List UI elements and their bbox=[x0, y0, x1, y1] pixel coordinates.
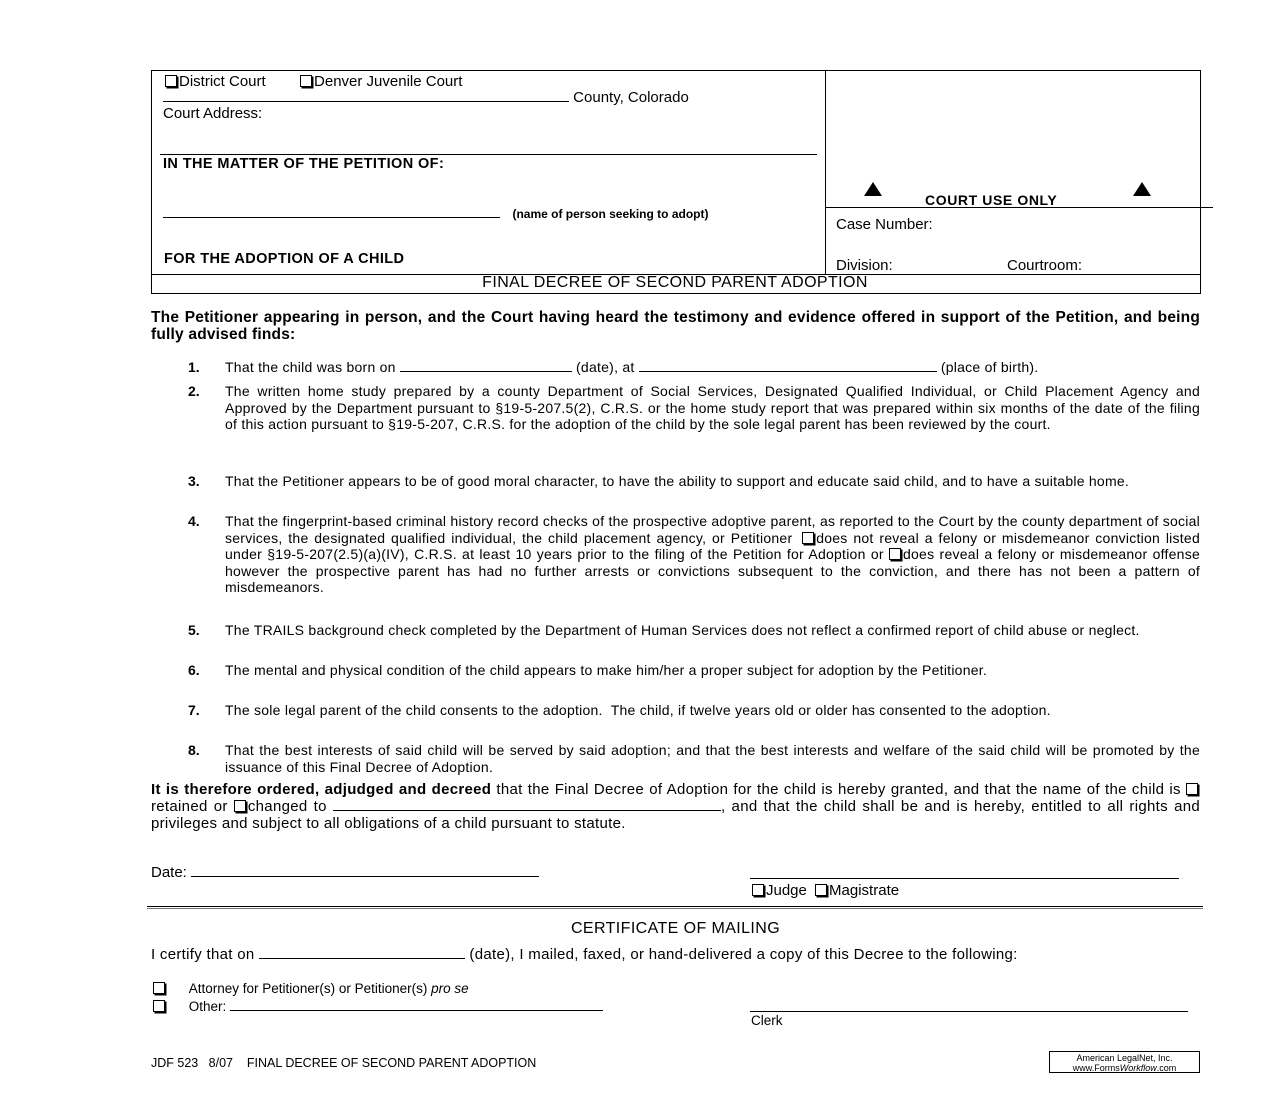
finding-5 bbox=[188, 622, 1200, 639]
certificate-text-b: (date), I mailed, faxed, or hand-delivered a copy of this Decree to the following: bbox=[469, 946, 1018, 963]
publisher-url-part: .com bbox=[1156, 1063, 1177, 1073]
decree-date-field[interactable] bbox=[191, 864, 539, 877]
finding-1-text-b: (date), at bbox=[576, 359, 635, 375]
certificate-text-a: I certify that on bbox=[151, 946, 255, 963]
other-checkbox[interactable] bbox=[153, 1000, 165, 1012]
publisher-url bbox=[1050, 1063, 1199, 1073]
does-not-reveal-checkbox[interactable] bbox=[802, 532, 814, 544]
publisher-url-part: Workflow bbox=[1119, 1063, 1157, 1073]
finding-6 bbox=[188, 662, 1200, 679]
finding-number: 3. bbox=[188, 473, 200, 489]
mailing-date-field[interactable] bbox=[259, 946, 465, 959]
certificate-heading: CERTIFICATE OF MAILING bbox=[570, 920, 781, 937]
finding-1-text-a: That the child was born on bbox=[225, 359, 396, 375]
intro-paragraph: The Petitioner appearing in person, and the Court having heard the testimony and evidence offered in support of the Petition, and being fully advised finds: bbox=[151, 309, 1200, 343]
judge-checkbox[interactable] bbox=[752, 884, 764, 896]
order-text-b: that the child shall be and is hereby, entitled to all rights and privileges and subject to all obligations of a child pursuant to statute. bbox=[151, 798, 1200, 832]
denver-juvenile-court-checkbox[interactable] bbox=[300, 75, 312, 87]
birth-place-field[interactable] bbox=[639, 359, 937, 372]
finding-1 bbox=[188, 359, 1200, 376]
attorney-label: Attorney for Petitioner(s) or Petitioner(s) bbox=[188, 981, 428, 996]
judge-label: Judge bbox=[766, 882, 807, 899]
certificate-text bbox=[151, 946, 1200, 964]
order-paragraph bbox=[151, 781, 1200, 832]
changed-label: changed to bbox=[247, 798, 327, 815]
division-label: Division: bbox=[836, 257, 893, 274]
clerk-label: Clerk bbox=[751, 1013, 783, 1028]
finding-4-text-c: does reveal a felony or misdemeanor offense however the prospective parent has had no further arrests or convictions subsequent to the conviction, and there has not been a pattern of misdemeanors. bbox=[225, 546, 1201, 595]
name-changed-checkbox[interactable] bbox=[234, 800, 246, 812]
court-use-only-label: COURT USE ONLY bbox=[925, 192, 1058, 208]
finding-1-text-c: (place of birth). bbox=[940, 359, 1039, 375]
attorney-checkbox[interactable] bbox=[153, 982, 165, 994]
county-field[interactable] bbox=[163, 89, 569, 102]
section-divider bbox=[147, 906, 1203, 909]
finding-6-text: The mental and physical condition of the child appears to make him/her a proper subject for adoption by the Petitioner. bbox=[225, 662, 988, 678]
finding-4 bbox=[188, 513, 1200, 596]
case-number-label: Case Number: bbox=[836, 216, 933, 233]
pro-se-label: pro se bbox=[431, 981, 469, 996]
publisher-logo bbox=[1049, 1051, 1200, 1073]
adoption-heading: FOR THE ADOPTION OF A CHILD bbox=[164, 251, 405, 267]
finding-8 bbox=[188, 742, 1200, 775]
publisher-url-part: www.Forms bbox=[1072, 1063, 1120, 1073]
petitioner-name-field[interactable] bbox=[163, 205, 500, 218]
finding-7-text: The sole legal parent of the child consents to the adoption. The child, if twelve years old or older has consented to the adoption. bbox=[225, 702, 1051, 718]
up-triangle-icon bbox=[864, 182, 882, 196]
petitioner-note: (name of person seeking to adopt) bbox=[512, 207, 709, 221]
attorney-row bbox=[153, 981, 469, 996]
finding-3-text: That the Petitioner appears to be of good moral character, to have the ability to support and educate said child, and to have a suitable home. bbox=[225, 473, 1130, 489]
judge-options bbox=[752, 882, 899, 899]
court-address-underline bbox=[160, 154, 817, 155]
order-lead: It is therefore ordered, adjudged and decreed bbox=[151, 781, 492, 798]
date-label: Date: bbox=[151, 864, 187, 881]
document-title: FINAL DECREE OF SECOND PARENT ADOPTION bbox=[482, 274, 868, 291]
finding-number: 4. bbox=[188, 513, 200, 529]
finding-8-text: That the best interests of said child will be served by said adoption; and that the best interests and welfare of the said child will be promoted by the issuance of this Final Decree of Adoption. bbox=[225, 742, 1200, 775]
finding-number: 8. bbox=[188, 742, 200, 758]
county-suffix: County, Colorado bbox=[573, 89, 689, 106]
finding-number: 6. bbox=[188, 662, 200, 678]
order-text-a: that the Final Decree of Adoption for the child is hereby granted, and that the name of the child is bbox=[496, 781, 1181, 798]
magistrate-label: Magistrate bbox=[829, 882, 900, 899]
finding-2-text: The written home study prepared by a county Department of Social Services, Designated Qualified Individual, or Child Placement Agency and Approved by the Department pursuant to §19-5-207.5(2), C.R.S. or the home study report that was prepared within six months of the date of the filing of this action pursuant to §19-5-207, C.R.S. for the adoption of the child by the sole legal parent has been reviewed by the court. bbox=[225, 383, 1200, 432]
caption-divider bbox=[825, 70, 826, 274]
finding-number: 2. bbox=[188, 383, 200, 399]
other-label: Other: bbox=[188, 999, 227, 1014]
clerk-signature-line[interactable] bbox=[750, 1011, 1188, 1012]
district-court-checkbox[interactable] bbox=[165, 75, 177, 87]
finding-number: 5. bbox=[188, 622, 200, 638]
form-id: JDF 523 8/07 FINAL DECREE OF SECOND PARENT ADOPTION bbox=[151, 1056, 537, 1070]
other-row bbox=[153, 998, 603, 1014]
up-triangle-icon bbox=[1133, 182, 1151, 196]
court-address-label: Court Address: bbox=[163, 105, 263, 122]
finding-4-text-a: That the fingerprint-based criminal history record checks of the prospective adoptive parent, as reported to the Court by the county department of social services, the designated qualified individual, the child placement agency, or Petitioner bbox=[225, 513, 1200, 546]
finding-4-text-b: does not reveal a felony or misdemeanor conviction listed under §19-5-207(2.5)(a)(IV), C.R.S. at least 10 years prior to the filing of the Petition for Adoption or bbox=[225, 529, 1201, 562]
date-row bbox=[151, 864, 539, 881]
finding-number: 7. bbox=[188, 702, 200, 718]
courtroom-label: Courtroom: bbox=[1007, 257, 1083, 274]
finding-5-text: The TRAILS background check completed by the Department of Human Services does not reflect a confirmed report of child abuse or neglect. bbox=[225, 622, 1140, 638]
other-field[interactable] bbox=[230, 998, 603, 1011]
finding-number: 1. bbox=[188, 359, 200, 375]
retained-label: retained or bbox=[151, 798, 228, 815]
denver-juvenile-court-label: Denver Juvenile Court bbox=[314, 73, 463, 90]
does-reveal-checkbox[interactable] bbox=[889, 548, 901, 560]
county-row bbox=[163, 89, 689, 106]
publisher-name: American LegalNet, Inc. bbox=[1076, 1053, 1173, 1063]
court-type-row bbox=[165, 73, 462, 90]
petitioner-row bbox=[163, 205, 708, 223]
magistrate-checkbox[interactable] bbox=[815, 884, 827, 896]
finding-2 bbox=[188, 383, 1200, 433]
district-court-label: District Court bbox=[179, 73, 266, 90]
matter-heading: IN THE MATTER OF THE PETITION OF: bbox=[163, 156, 445, 172]
finding-3 bbox=[188, 473, 1200, 490]
finding-7 bbox=[188, 702, 1200, 719]
new-name-field[interactable] bbox=[333, 798, 721, 811]
birth-date-field[interactable] bbox=[400, 359, 572, 372]
order-and: , and bbox=[720, 798, 758, 815]
judge-signature-line[interactable] bbox=[750, 878, 1179, 879]
name-retained-checkbox[interactable] bbox=[1186, 783, 1198, 795]
